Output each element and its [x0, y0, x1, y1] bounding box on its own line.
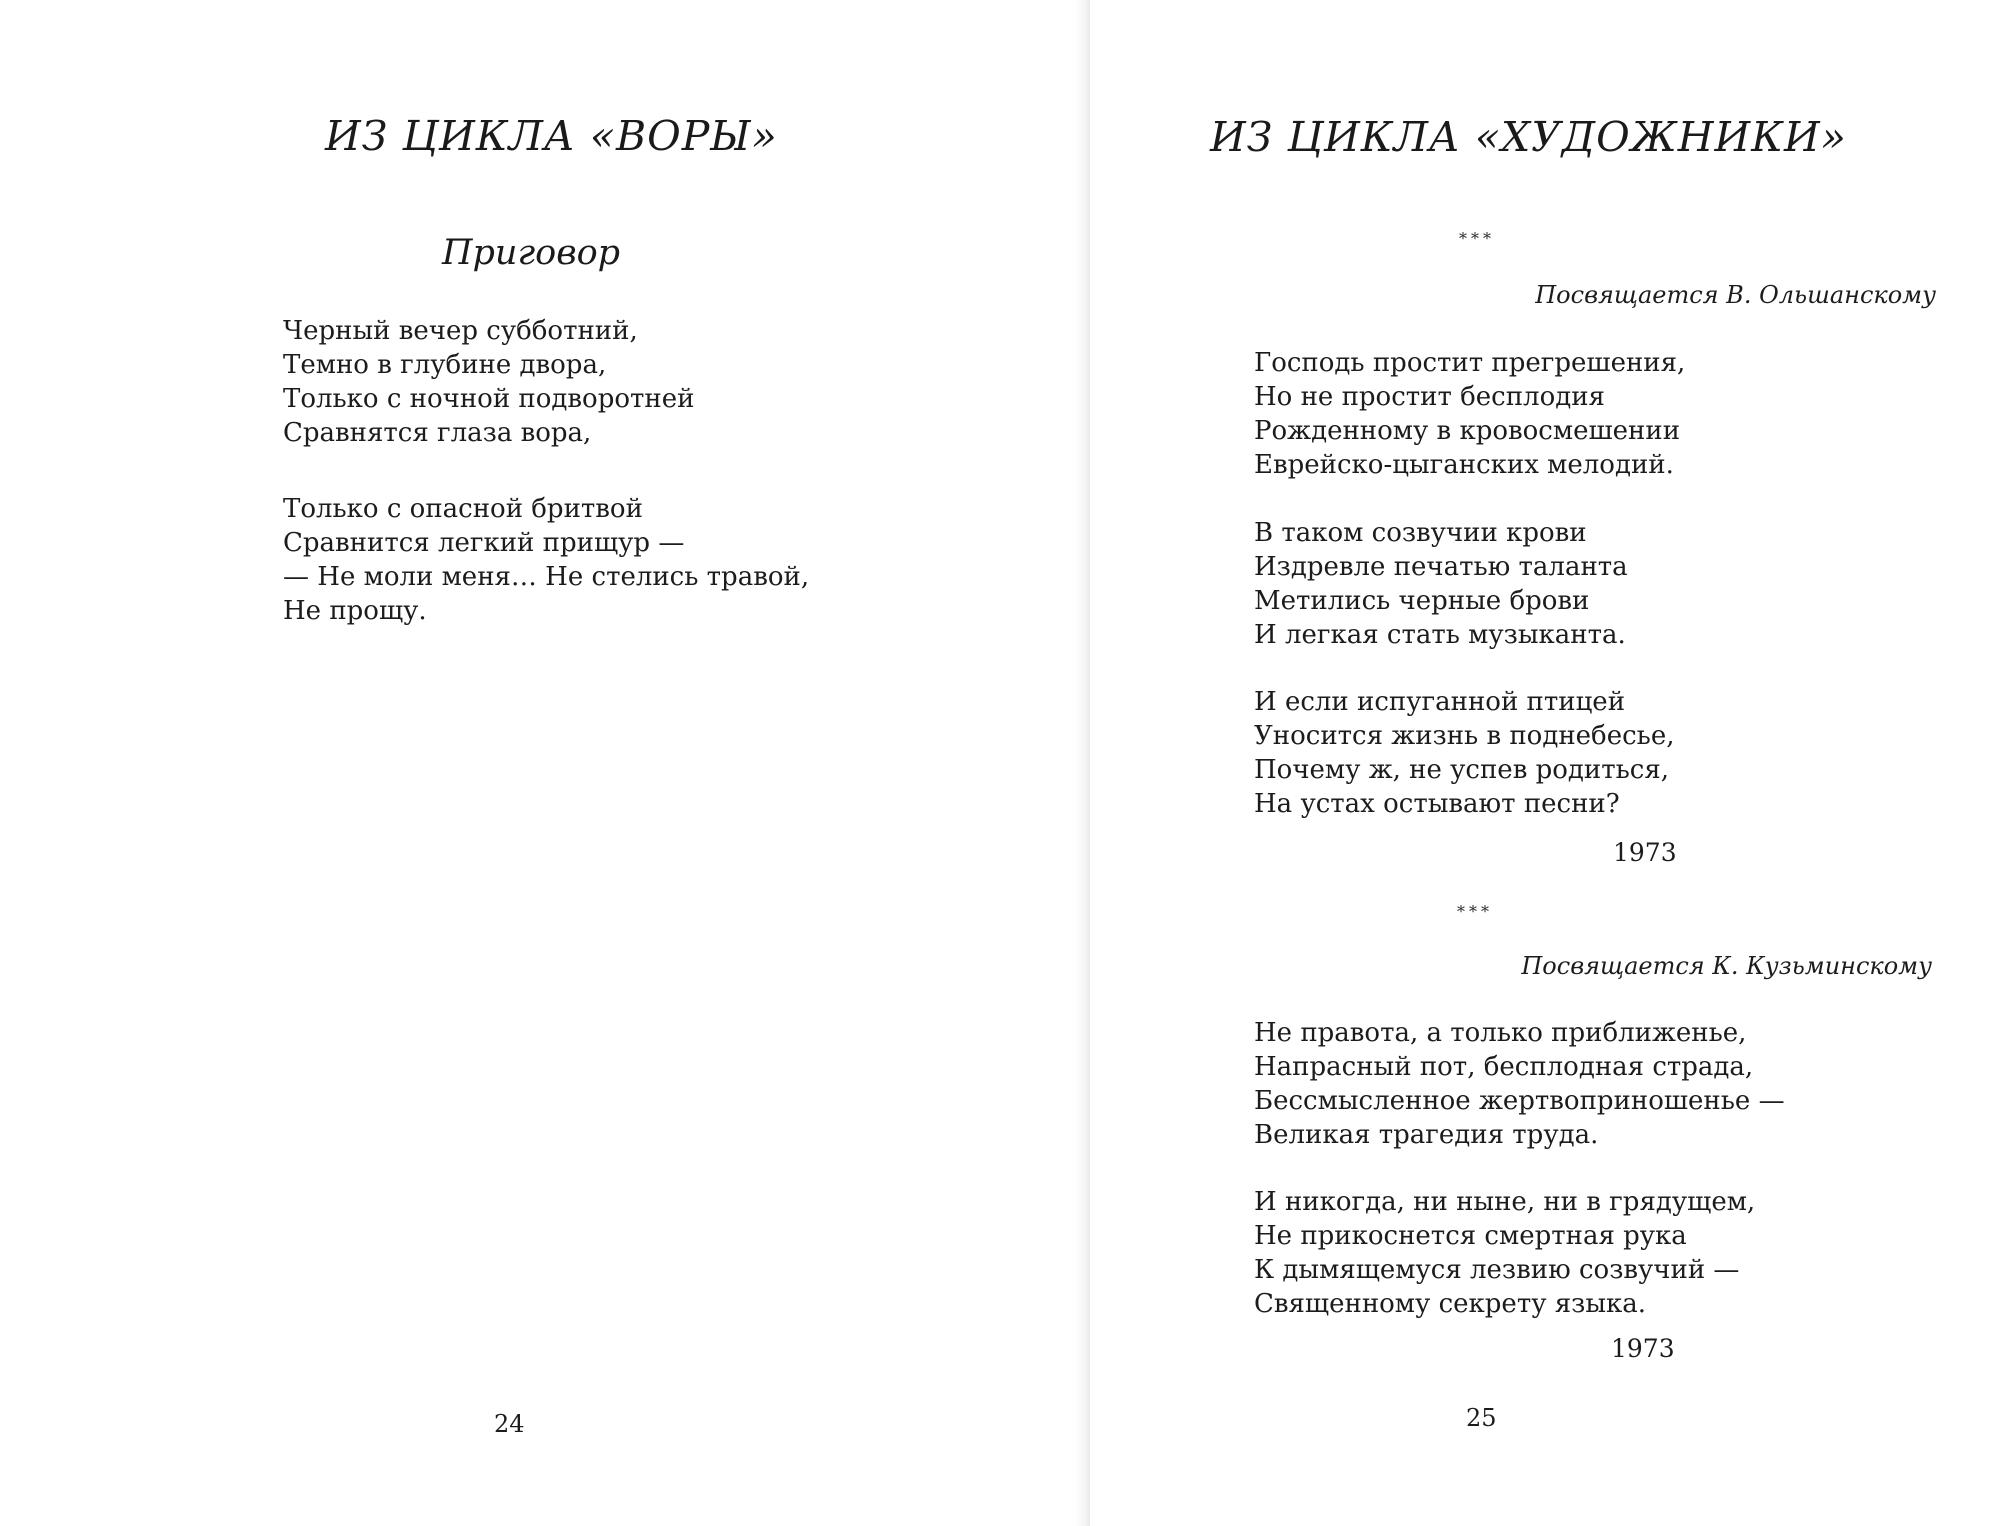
stanza: [1254, 1185, 1755, 1321]
poem-line: Господь простит прегрешения,: [1254, 348, 1686, 378]
poem-year: 1973: [1613, 838, 1677, 867]
dedication-kuzminsky: Посвящается К. Кузьминскому: [1521, 952, 1932, 980]
poem-line: Сравнятся глаза вора,: [283, 418, 592, 448]
cycle-title-thieves: ИЗ ЦИКЛА «ВОРЫ»: [325, 112, 778, 160]
right-page: [1090, 0, 2000, 1526]
page-number-right: 25: [1466, 1404, 1497, 1432]
stanza: [283, 314, 694, 450]
poem-title-verdict: Приговор: [442, 233, 621, 273]
stanza: [1254, 685, 1674, 821]
stanza: [1254, 346, 1685, 482]
stanza: [1254, 516, 1628, 652]
poem-line: Рожденному в кровосмешении: [1254, 416, 1681, 446]
poem-line: Черный вечер субботний,: [283, 316, 638, 346]
poem-line: Но не простит бесплодия: [1254, 382, 1605, 412]
cycle-title-artists: ИЗ ЦИКЛА «ХУДОЖНИКИ»: [1210, 113, 1847, 161]
poem-separator: ***: [1459, 229, 1495, 248]
poem-line: К дымящемуся лезвию созвучий —: [1254, 1255, 1740, 1285]
poem-year: 1973: [1611, 1334, 1675, 1363]
stanza: [1254, 1016, 1785, 1152]
poem-line: Уносится жизнь в поднебесье,: [1254, 721, 1675, 751]
poem-line: Великая трагедия труда.: [1254, 1120, 1599, 1150]
poem-separator: ***: [1457, 902, 1493, 921]
poem-line: Бессмысленное жертвоприношенье —: [1254, 1086, 1785, 1116]
poem-line: Священному секрету языка.: [1254, 1289, 1647, 1319]
poem-line: Метились черные брови: [1254, 586, 1590, 616]
poem-line: Напрасный пот, бесплодная страда,: [1254, 1052, 1754, 1082]
page-number-left: 24: [494, 1410, 525, 1438]
poem-line: Не прощу.: [283, 596, 427, 626]
poem-line: Еврейско-цыганских мелодий.: [1254, 450, 1674, 480]
poem-line: Почему ж, не успев родиться,: [1254, 755, 1669, 785]
poem-line: Только с ночной подворотней: [283, 384, 695, 414]
stanza: [283, 492, 809, 628]
poem-line: Не правота, а только приближенье,: [1254, 1018, 1747, 1048]
poem-line: И если испуганной птицей: [1254, 687, 1626, 717]
poem-line: Сравнится легкий прищур —: [283, 528, 685, 558]
poem-line: — Не моли меня… Не стелись травой,: [283, 562, 810, 592]
dedication-olshansky: Посвящается В. Ольшанскому: [1535, 281, 1936, 309]
poem-line: И легкая стать музыканта.: [1254, 620, 1626, 650]
poem-line: Только с опасной бритвой: [283, 494, 643, 524]
poem-line: И никогда, ни ныне, ни в грядущем,: [1254, 1187, 1756, 1217]
poem-line: На устах остывают песни?: [1254, 789, 1620, 819]
poem-line: Не прикоснется смертная рука: [1254, 1221, 1687, 1251]
poem-line: Темно в глубине двора,: [283, 350, 607, 380]
poem-line: Издревле печатью таланта: [1254, 552, 1628, 582]
poem-line: В таком созвучии крови: [1254, 518, 1587, 548]
